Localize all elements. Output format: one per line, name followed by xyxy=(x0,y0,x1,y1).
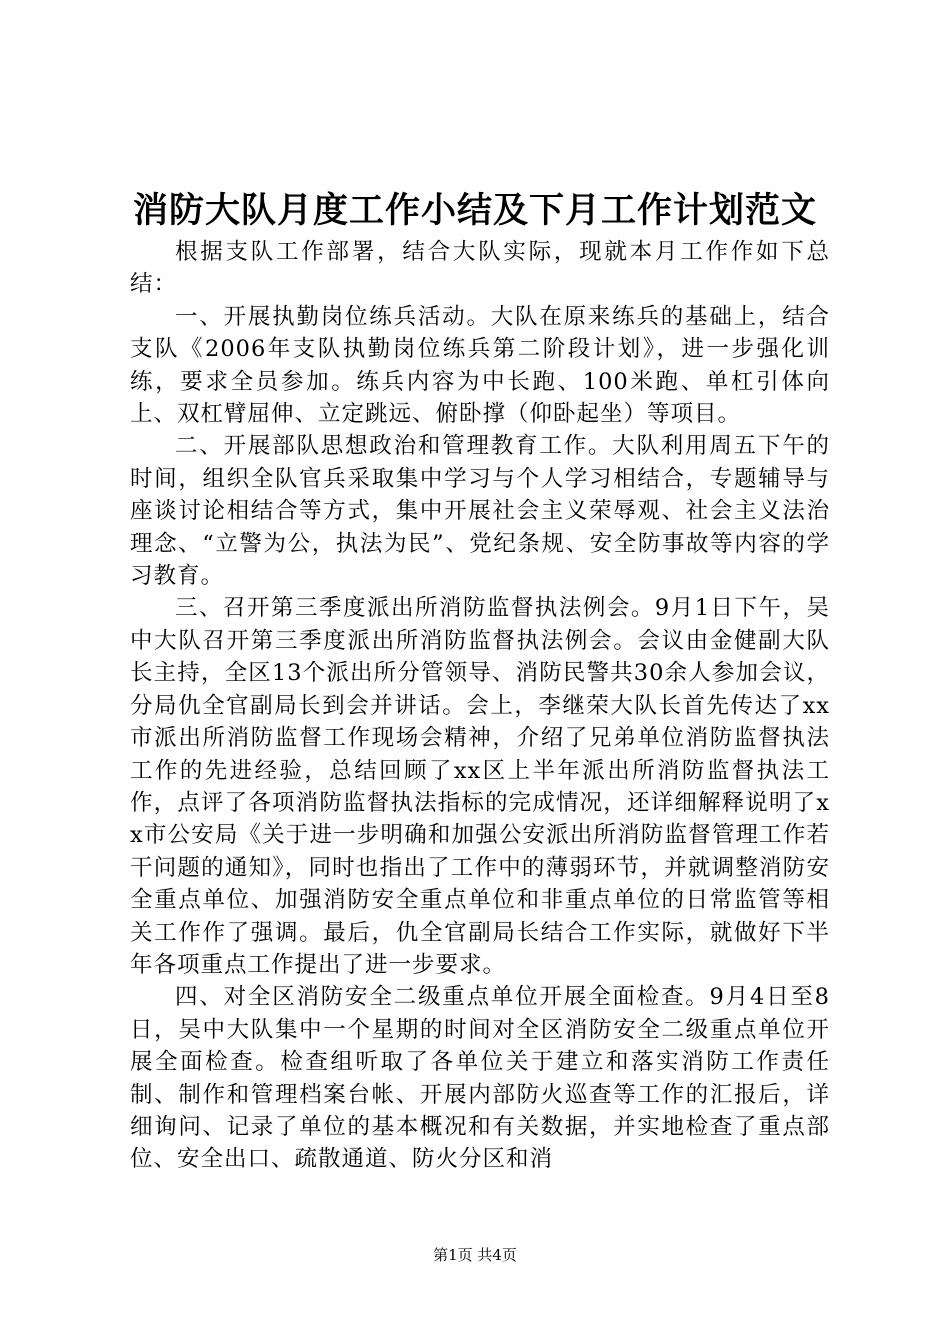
paragraph-section-1: 一、开展执勤岗位练兵活动。大队在原来练兵的基础上，结合支队《2006年支队执勤岗位练兵第二阶段计划》，进一步强化训练，要求全员参加。练兵内容为中长跑、100米跑、单杠引体向上、双杠臂屈伸、立定跳远、俯卧撑（仰卧起坐）等项目。 xyxy=(130,303,830,428)
paragraph-section-3: 三、召开第三季度派出所消防监督执法例会。9月1日下午，吴中大队召开第三季度派出所消防监督执法例会。会议由金健副大队长主持，全区13个派出所分管领导、消防民警共30余人参加会议，分局仇全官副局长到会并讲话。会上，李继荣大队长首先传达了xx市派出所消防监督工作现场会精神，介绍了兄弟单位消防监督执法工作的先进经验，总结回顾了xx区上半年派出所消防监督执法工作，点评了各项消防监督执法指标的完成情况，还详细解释说明了xx市公安局《关于进一步明确和加强公安派出所消防监督管理工作若干问题的通知》，同时也指出了工作中的薄弱环节，并就调整消防安全重点单位、加强消防安全重点单位和非重点单位的日常监管等相关工作作了强调。最后，仇全官副局长结合工作实际，就做好下半年各项重点工作提出了进一步要求。 xyxy=(130,595,830,978)
document-body xyxy=(130,236,830,1176)
paragraph-section-2: 二、开展部队思想政治和管理教育工作。大队利用周五下午的时间，组织全队官兵采取集中学习与个人学习相结合，专题辅导与座谈讨论相结合等方式，集中开展社会主义荣辱观、社会主义法治理念、“立警为公，执法为民”、党纪条规、安全防事故等内容的学习教育。 xyxy=(130,433,830,590)
page-footer: 第1页 共4页 xyxy=(433,1246,517,1264)
document-title: 消防大队月度工作小结及下月工作计划范文 xyxy=(132,190,817,231)
paragraph-section-4: 四、对全区消防安全二级重点单位开展全面检查。9月4日至8日，吴中大队集中一个星期的时间对全区消防安全二级重点单位开展全面检查。检查组听取了各单位关于建立和落实消防工作责任制、制作和管理档案台帐、开展内部防火巡查等工作的汇报后，详细询问、记录了单位的基本概况和有关数据，并实地检查了重点部位、安全出口、疏散通道、防火分区和消 xyxy=(130,984,830,1173)
paragraph-intro: 根据支队工作部署，结合大队实际，现就本月工作作如下总结： xyxy=(130,239,830,298)
